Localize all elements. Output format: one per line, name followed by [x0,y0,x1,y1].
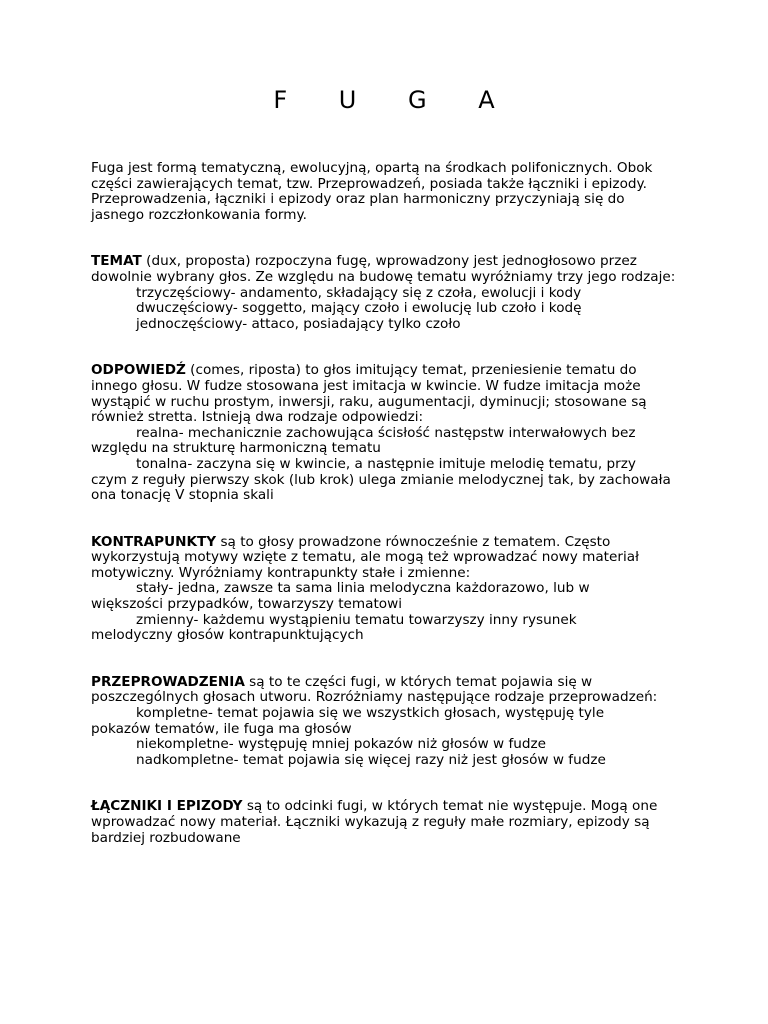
odpowiedz-item-rest: czym z reguły pierwszy skok (lub krok) ulega zmianie melodycznej tak, by zachowała ona tonację V stopnia skali [91,471,671,504]
temat-item: dwuczęściowy- soggetto, mający czoło i ewolucję lub czoło i kodę [136,300,582,317]
odpowiedz-text: (comes, riposta) to głos imitujący temat, przeniesienie tematu do innego głosu. W fudze stosowana jest imitacja w kwincie. W fudze imitacja może wystąpić w ruchu prostym, inwersji, raku, augumentacji, dyminucji; stosowane są również stretta. Istnieją dwa rodzaje odpowiedzi: [91,362,647,426]
kontrapunkty-item-first: zmienny- każdemu wystąpieniu tematu towarzyszy inny rysunek [136,611,577,628]
term-przeprowadzenia: PRZEPROWADZENIA [91,673,245,690]
temat-text: (dux, proposta) rozpoczyna fugę, wprowadzony jest jednogłosowo przez dowolnie wybrany głos. Ze względu na budowę tematu wyróżniamy trzy jego rodzaje: [91,253,676,285]
przeprowadzenia-item-first: niekompletne- występuję mniej pokazów niż głosów w fudze [136,736,547,753]
przeprowadzenia-item-rest: pokazów tematów, ile fuga ma głosów [91,720,352,737]
term-odpowiedz: ODPOWIEDŹ [91,362,186,379]
odpowiedz-item-rest: względu na strukturę harmoniczną tematu [91,440,381,457]
kontrapunkty-item-rest: melodyczny głosów kontrapunktujących [91,627,364,644]
section-przeprowadzenia [91,675,681,769]
temat-item: jednoczęściowy- attaco, posiadający tylko czoło [136,315,461,332]
intro-paragraph: Fuga jest formą tematyczną, ewolucyjną, opartą na środkach polifonicznych. Obok części zawierających temat, tzw. Przeprowadzeń, posiada także łączniki i epizody. Przeprowadzenia, łączniki i epizody oraz plan harmoniczny przyczyniają się do jasnego rozczłonkowania formy. [91,160,653,223]
document-title: F U G A [273,86,517,114]
section-laczniki [91,799,681,846]
term-laczniki: ŁĄCZNIKI I EPIZODY [91,798,243,815]
document-body [91,161,681,846]
kontrapunkty-item-first: stały- jedna, zawsze ta sama linia melodyczna każdorazowo, lub w [136,580,590,597]
section-odpowiedz [91,363,681,503]
kontrapunkty-text: są to głosy prowadzone równocześnie z tematem. Często wykorzystują motywy wzięte z tematu, ale mogą też wprowadzać nowy materiał motywiczny. Wyróżniamy kontrapunkty stałe i zmienne: [91,533,639,581]
przeprowadzenia-item-first: nadkompletne- temat pojawia się więcej razy niż jest głosów w fudze [136,751,606,768]
przeprowadzenia-item-first: kompletne- temat pojawia się we wszystkich głosach, występuję tyle [136,705,605,722]
term-kontrapunkty: KONTRAPUNKTY [91,533,217,550]
term-temat: TEMAT [91,253,142,270]
przeprowadzenia-text: są to te części fugi, w których temat pojawia się w poszczególnych głosach utworu. Rozróżniamy następujące rodzaje przeprowadzeń: [91,673,658,706]
kontrapunkty-item-rest: większości przypadków, towarzyszy tematowi [91,596,403,613]
section-kontrapunkty [91,535,681,644]
odpowiedz-item-first: tonalna- zaczyna się w kwincie, a następnie imituje melodię tematu, przy [136,455,636,472]
laczniki-text: są to odcinki fugi, w których temat nie występuje. Mogą one wprowadzać nowy materiał. Łączniki wykazują z reguły małe rozmiary, epizody są bardziej rozbudowane [91,798,658,846]
temat-item: trzyczęściowy- andamento, składający się z czoła, ewolucji i kody [136,284,582,301]
section-temat [91,254,681,332]
odpowiedz-item-first: realna- mechanicznie zachowująca ścisłość następstw interwałowych bez [136,424,636,441]
